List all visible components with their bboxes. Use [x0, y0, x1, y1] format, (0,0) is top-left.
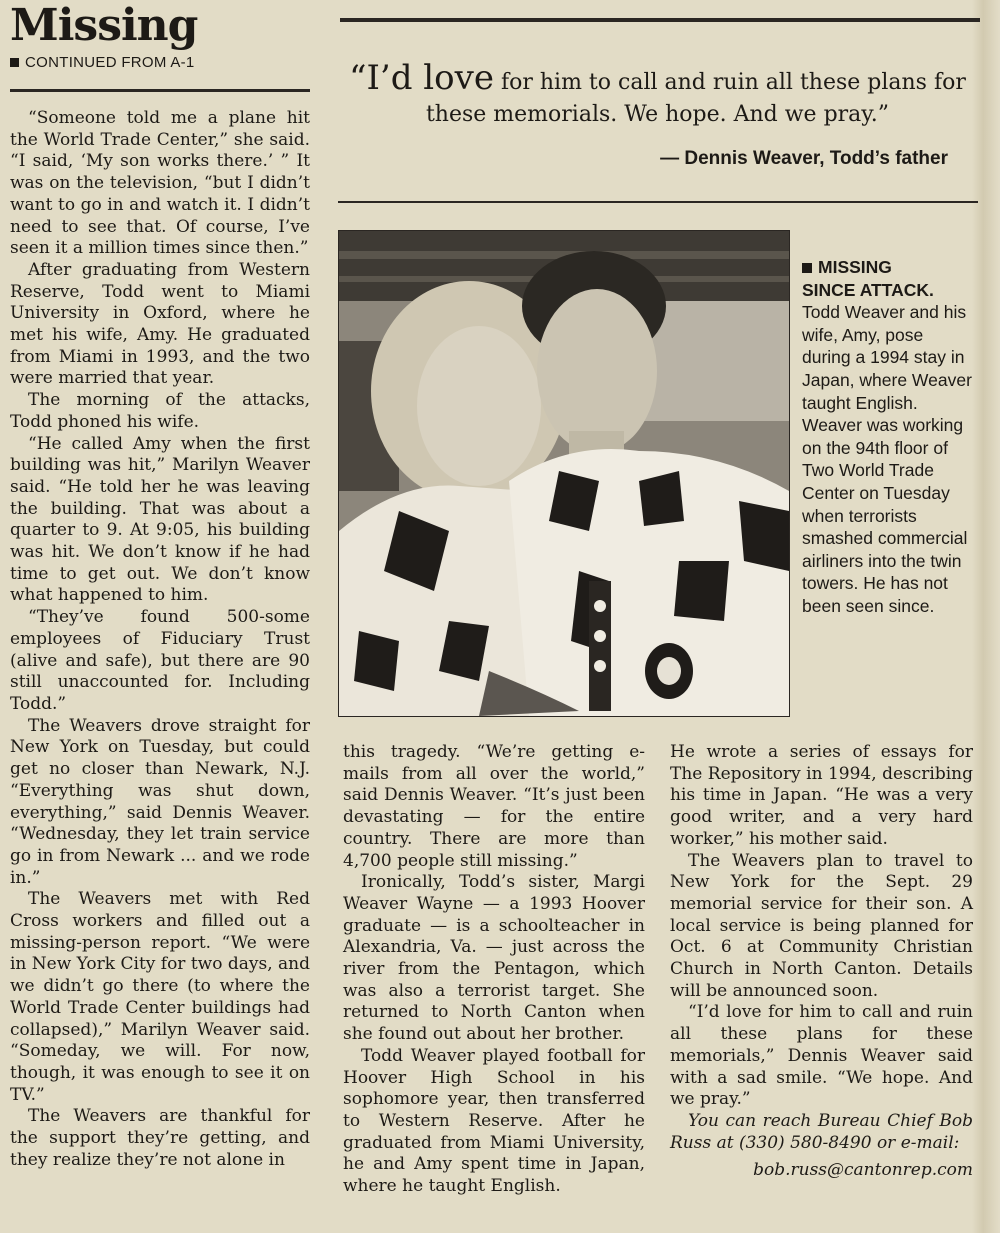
caption-heading-line1: MISSING — [818, 257, 892, 277]
paragraph: “He called Amy when the first building was hit,” Marilyn Weaver said. “He told her he was leaving the building. That was about a quarter to 9. At 9:05, his building was hit. We don’t know if he had time to get out. We don’t know what happened to him. — [10, 433, 310, 606]
continued-text: CONTINUED FROM A-1 — [25, 54, 195, 71]
paragraph: The morning of the attacks, Todd phoned his wife. — [10, 390, 310, 432]
divider — [338, 201, 978, 203]
caption-body: Todd Weaver and his wife, Amy, pose during a 1994 stay in Japan, where Weaver taught English. Weaver was working on the 94th floor of Two World Trade Center on Tuesday when terrorists smashed commercial airliners into the twin towers. He has not been seen since. — [802, 302, 972, 616]
square-bullet-icon — [802, 263, 812, 273]
contact-email: bob.russ@cantonrep.com — [753, 1160, 973, 1181]
paragraph: The Weavers plan to travel to New York for the Sept. 29 memorial service for their son. A local service is being planned for Oct. 6 at Community Christian Church in North Canton. Details will be announced soon. — [670, 850, 973, 1001]
paragraph: The Weavers drove straight for New York on Tuesday, but could get no closer than Newark, N.J. “Everything was shut down, everything,” said Dennis Weaver. “Wednesday, they let train service go in from Newark ... and we rode in.” — [10, 715, 310, 888]
paragraph: After graduating from Western Reserve, Todd went to Miami University in Oxford, where he met his wife, Amy. He graduated from Miami in 1993, and the two were married that year. — [10, 259, 310, 389]
square-bullet-icon — [10, 58, 19, 67]
photo — [338, 230, 790, 717]
paragraph: this tragedy. “We’re getting e-mails from all over the world,” said Dennis Weaver. “It’s just been devastating — for the entire country. There are more than 4,700 people still missing.” — [343, 742, 645, 871]
pull-quote-lead: “I’d love — [349, 58, 494, 98]
clipping-edge — [972, 0, 1000, 1233]
article-column-3 — [670, 742, 973, 1182]
pull-quote-text: for him to call and ruin all these plans for these memorials. We hope. And we pray.” — [425, 70, 966, 127]
pull-quote — [345, 58, 970, 131]
caption-heading-line2: SINCE ATTACK. — [802, 279, 934, 300]
paragraph: “They’ve found 500-some employees of Fiduciary Trust (alive and safe), but there are 90 still unaccounted for. Including Todd.” — [10, 607, 310, 714]
article-column-1 — [10, 108, 310, 1171]
photo-caption — [802, 256, 972, 618]
paragraph: He wrote a series of essays for The Repository in 1994, describing his time in Japan. “He was a very good writer, and a very hard worker,” his mother said. — [670, 742, 973, 849]
page-title: Missing — [10, 0, 198, 51]
caption-heading — [802, 256, 972, 301]
paragraph: “I’d love for him to call and ruin all these plans for these memorials,” Dennis Weaver said with a sad smile. “We hope. And we pray.” — [670, 1002, 973, 1110]
contact-note: You can reach Bureau Chief Bob Russ at (330) 580-8490 or e-mail: — [670, 1110, 973, 1153]
paragraph: The Weavers are thankful for the support they’re getting, and they realize they’re not alone in — [10, 1106, 310, 1170]
paragraph: “Someone told me a plane hit the World Trade Center,” she said. “I said, ‘My son works there.’ ” It was on the television, “but I didn’t want to go in and watch it. I didn’t need to see that. Of course, I’ve seen it a million times since then.” — [10, 108, 310, 259]
paragraph: Ironically, Todd’s sister, Margi Weaver Wayne — a 1993 Hoover graduate — is a schoolteacher in Alexandria, Va. — just across the river from the Pentagon, which was also a terrorist target. She returned to North Canton when she found out about her brother. — [343, 872, 645, 1045]
paragraph: Todd Weaver played football for Hoover High School in his sophomore year, then transferred to Western Reserve. After he graduated from Miami University, he and Amy spent time in Japan, where he taught English. — [343, 1045, 645, 1197]
pull-quote-attribution: — Dennis Weaver, Todd’s father — [660, 148, 948, 169]
paragraph: The Weavers met with Red Cross workers and filled out a missing-person report. “We were in New York City for two days, and we didn’t go there (to where the World Trade Center buildings had collapsed),” Marilyn Weaver said. “Someday, we will. For now, though, it was enough to see it on TV.” — [10, 889, 310, 1105]
continued-label — [10, 54, 195, 71]
divider — [10, 89, 310, 92]
article-column-2 — [343, 742, 645, 1198]
divider — [340, 18, 980, 22]
couple-photo-illustration — [339, 231, 789, 716]
